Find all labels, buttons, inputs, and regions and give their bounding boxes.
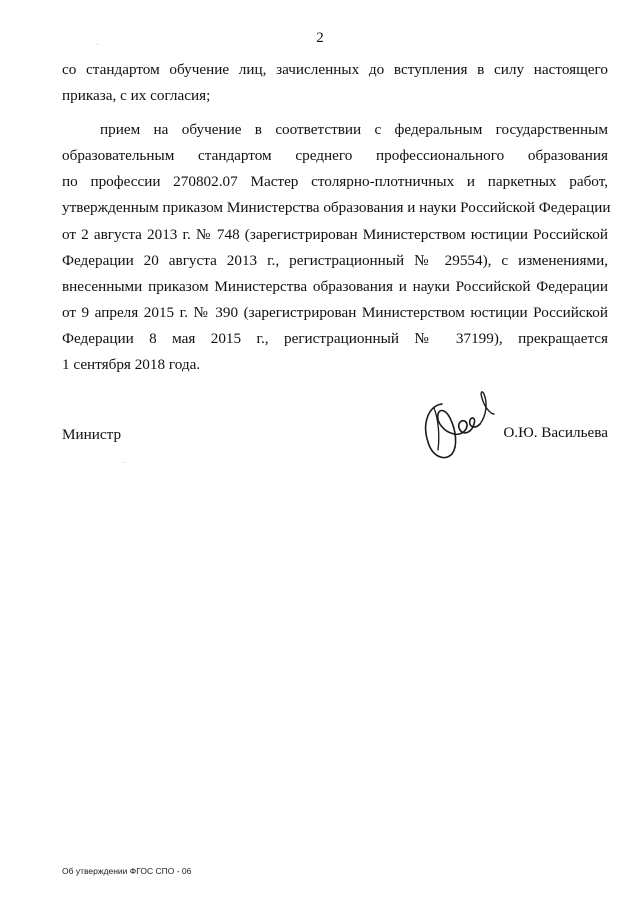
text-line: утвержденным приказом Министерства образования и науки Российской Федерации bbox=[62, 199, 611, 217]
signer-position: Министр bbox=[62, 426, 122, 443]
scan-speck bbox=[97, 44, 98, 45]
text-line: образовательным стандартом среднего профессионального образования bbox=[62, 147, 608, 165]
handwritten-signature bbox=[414, 384, 504, 474]
text-line: приказа, с их согласия; bbox=[62, 87, 211, 105]
text-line: Федерации 20 августа 2013 г., регистрационный № 29554), с изменениями, bbox=[62, 251, 608, 269]
paragraph-2 bbox=[62, 117, 611, 378]
text-line: прием на обучение в соответствии с федеральным государственным bbox=[100, 121, 608, 139]
footer-note: Об утверждении ФГОС СПО - 06 bbox=[62, 866, 192, 876]
text-line: от 9 апреля 2015 г. № 390 (зарегистрирован Министерством юстиции Российской bbox=[62, 303, 608, 321]
text-line: Федерации 8 мая 2015 г., регистрационный № 37199), прекращается bbox=[62, 329, 608, 347]
scan-speck bbox=[124, 462, 125, 463]
document-body bbox=[62, 57, 611, 378]
signer-name: О.Ю. Васильева bbox=[503, 424, 608, 441]
text-line: со стандартом обучение лиц, зачисленных до вступления в силу настоящего bbox=[62, 61, 608, 78]
text-line: 1 сентября 2018 года. bbox=[62, 356, 201, 374]
text-line: по профессии 270802.07 Мастер столярно-плотничных и паркетных работ, bbox=[62, 173, 608, 191]
signature-block bbox=[62, 420, 608, 480]
text-line: внесенными приказом Министерства образования и науки Российской Федерации bbox=[62, 277, 608, 295]
text-line: от 2 августа 2013 г. № 748 (зарегистрирован Министерством юстиции Российской bbox=[62, 225, 608, 243]
paragraph-1 bbox=[62, 57, 608, 109]
page-number: 2 bbox=[316, 30, 324, 46]
